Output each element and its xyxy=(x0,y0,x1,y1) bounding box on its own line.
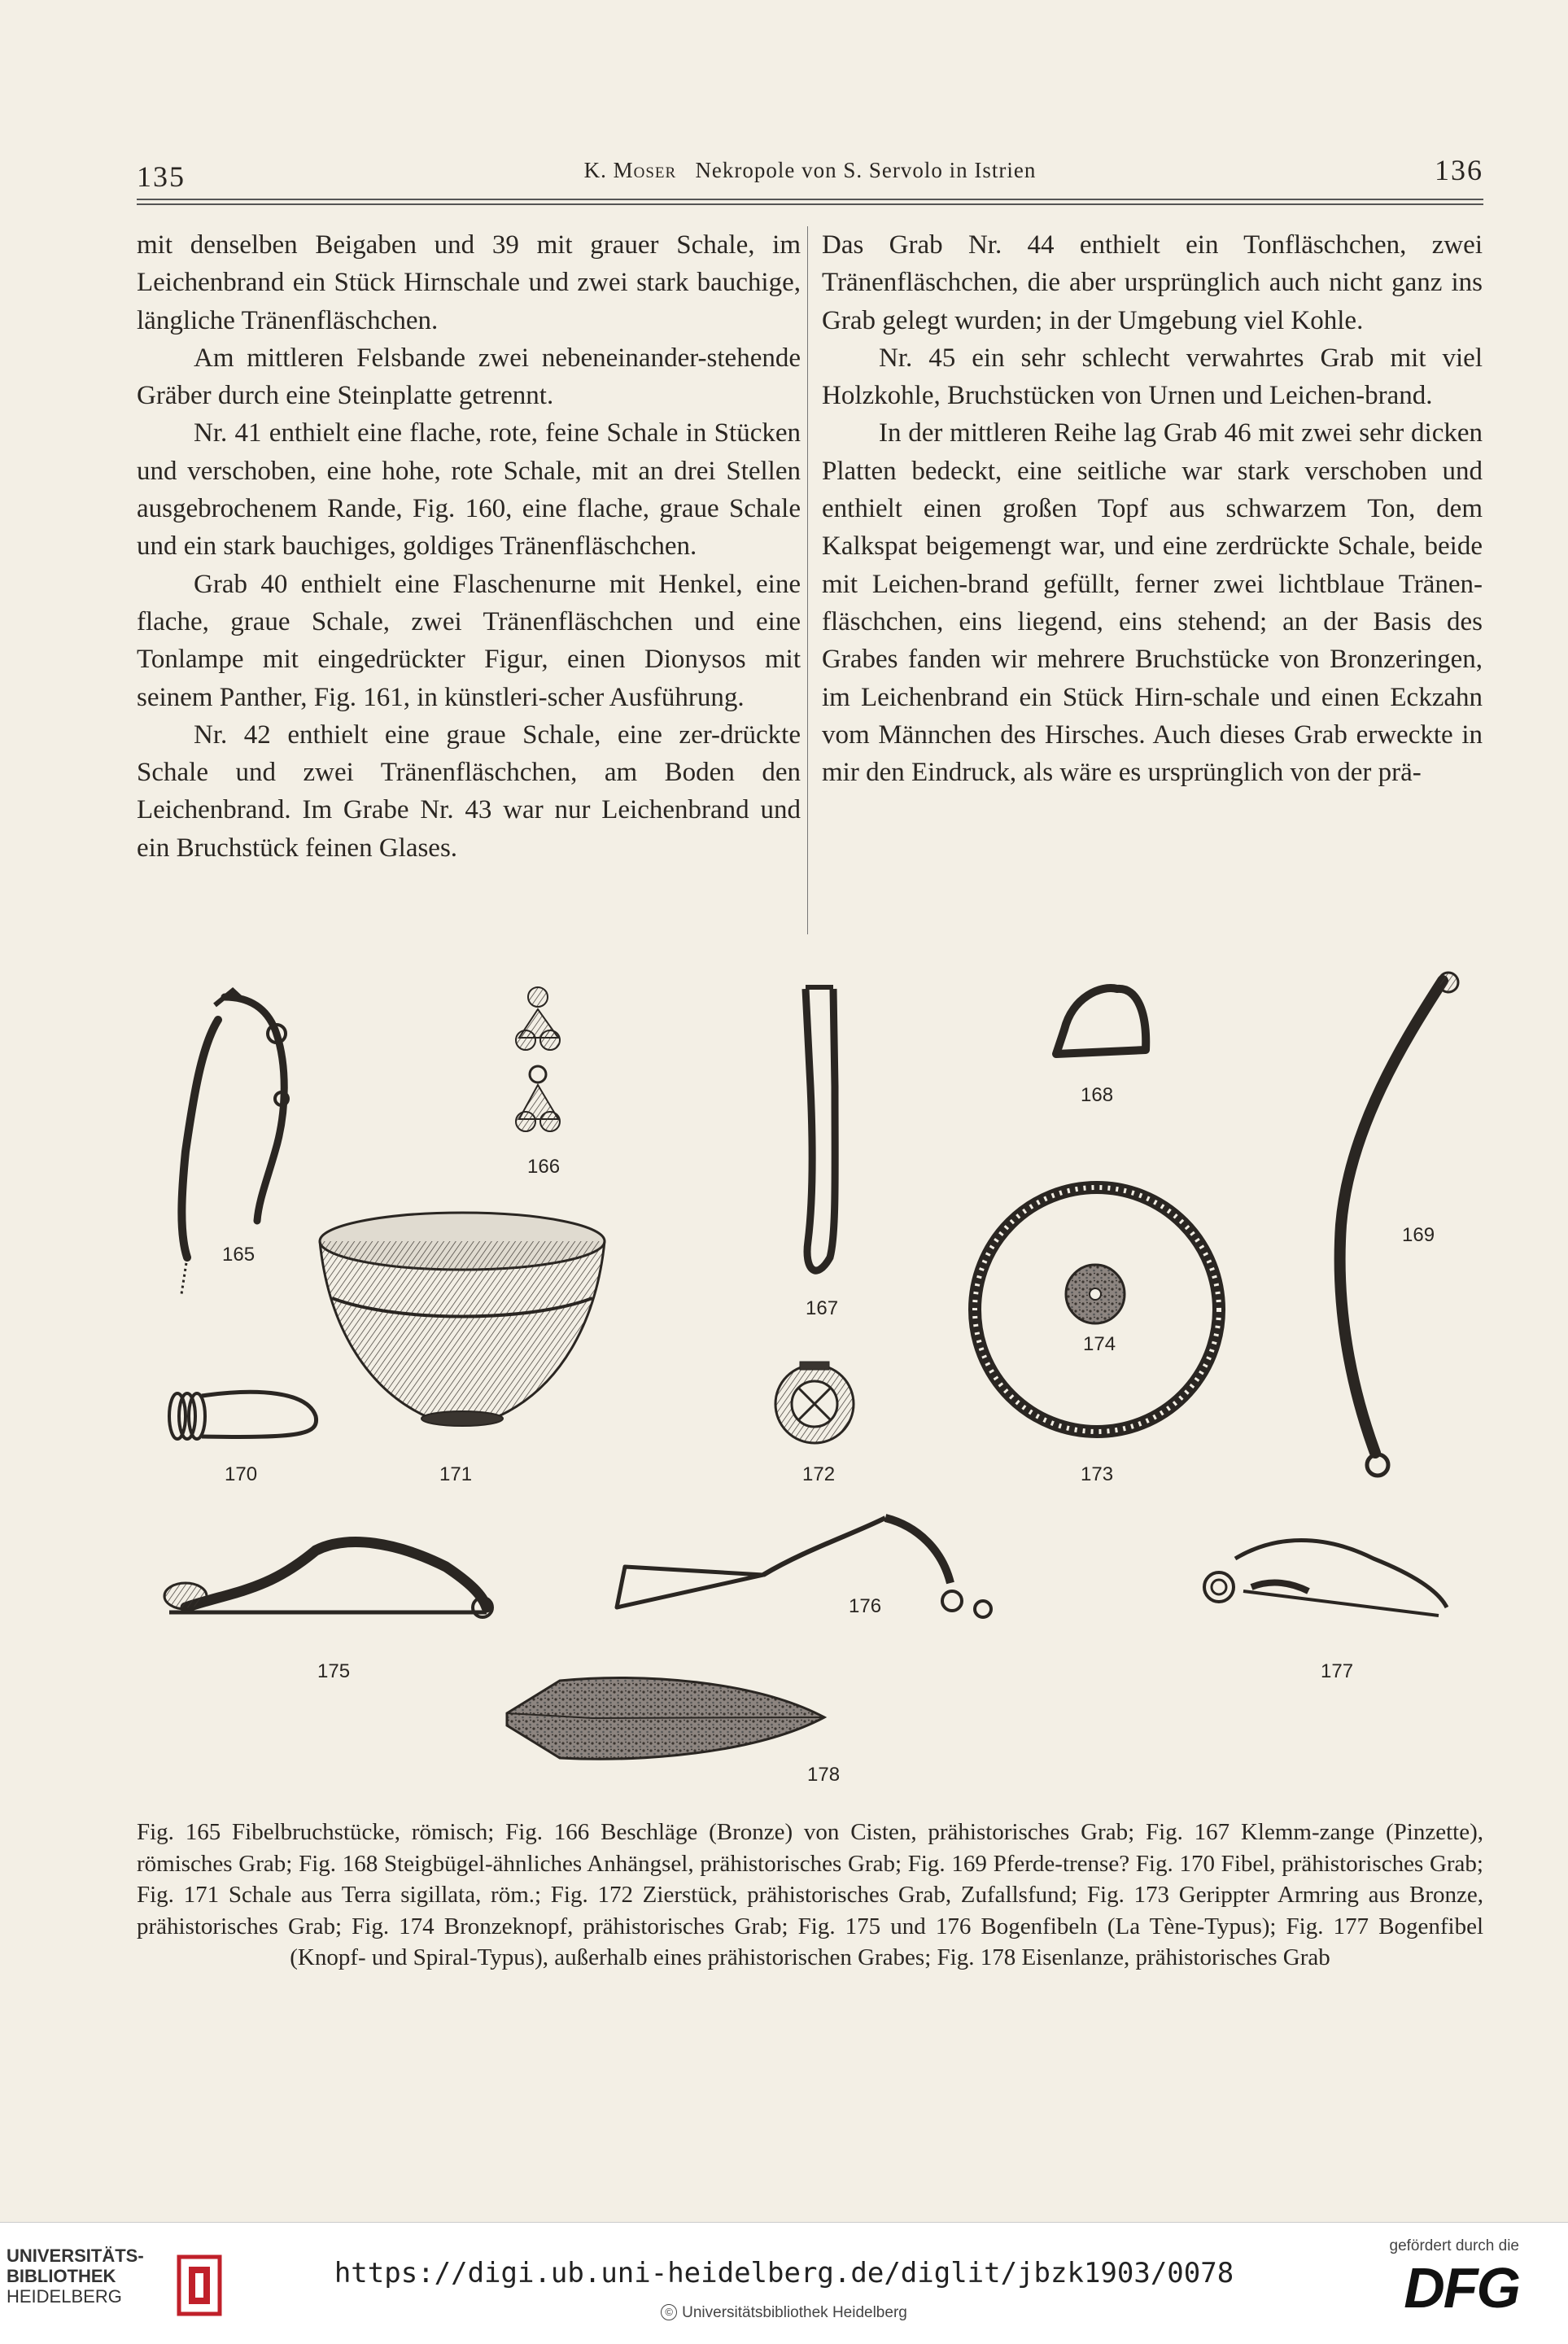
running-head-author: K. Moser xyxy=(583,158,677,182)
fig-175-number: 175 xyxy=(317,1660,351,1682)
fig-176-bow-fibula xyxy=(617,1518,991,1617)
fig-166-bronze-fittings xyxy=(516,987,560,1131)
fig-167-tweezers xyxy=(806,987,835,1270)
fig-173-number: 173 xyxy=(1081,1463,1114,1485)
paragraph: Das Grab Nr. 44 enthielt ein Tonfläschchen, zwei Tränenfläschchen, die aber ursprünglich auch nicht ganz ins Grab gelegt wurden; in der Umgebung viel Kohle. xyxy=(822,230,1483,335)
dfg-logo: DFG xyxy=(1404,2256,1519,2320)
library-name-line1: UNIVERSITÄTS- xyxy=(7,2246,144,2266)
fig-175-bow-fibula xyxy=(164,1542,492,1617)
fig-171-terra-sigillata-bowl xyxy=(320,1213,605,1426)
fig-178-number: 178 xyxy=(807,1764,841,1786)
paragraph: In der mittleren Reihe lag Grab 46 mit zwei sehr dicken Platten bedeckt, eine seitliche war stark verschoben und enthielt einen großen Topf aus schwarzem Ton, dem Kalkspat beigemengt war, und eine zerdrückte Schale, beide mit Leichen-brand gefüllt, ferner zwei lichtblaue Tränen-fläschchen, eins liegend, eins stehend; an der Basis des Grabes fanden wir mehrere Bruchstücke von Bronzeringen, im Leichenbrand ein Stück Hirn-schale und einen Eckzahn vom Männchen des Hirsches. Auch dieses Grab erweckte in mir den Eindruck, als wäre es ursprünglich von der prä- xyxy=(822,418,1483,788)
header-rule xyxy=(137,199,1483,200)
page-header xyxy=(137,153,1483,194)
fig-176-number: 176 xyxy=(849,1595,882,1617)
page-number-right: 136 xyxy=(1435,154,1483,186)
paragraph: Am mittleren Felsbande zwei nebeneinander-stehende Gräber durch eine Steinplatte getrennt. xyxy=(137,343,801,411)
copyright-text: Universitätsbibliothek Heidelberg xyxy=(682,2304,907,2321)
paragraph: Nr. 41 enthielt eine flache, rote, feine Schale in Stücken und verschoben, eine hohe, rote Schale, mit an drei Stellen ausgebrochenem Rande, Fig. 160, eine flache, graue Schale und ein stark bauchiges, goldiges Tränenfläschchen. xyxy=(137,418,801,562)
permalink-url[interactable]: https://digi.ub.uni-heidelberg.de/diglit/jbzk1903/0078 xyxy=(334,2257,1234,2289)
paragraph: Nr. 45 ein sehr schlecht verwahrtes Grab mit viel Holzkohle, Bruchstücken von Urnen und Leichen-brand. xyxy=(822,343,1483,411)
page-number-left: 135 xyxy=(137,160,186,193)
fig-171-number: 171 xyxy=(439,1463,473,1485)
running-head-title: Nekropole von S. Servolo in Istrien xyxy=(695,158,1037,182)
library-name-line2: BIBLIOTHEK xyxy=(7,2266,116,2286)
fig-170-number: 170 xyxy=(225,1463,258,1485)
sponsor-text: gefördert durch die xyxy=(1389,2237,1519,2254)
right-text-column xyxy=(822,226,1483,791)
library-name-line3: HEIDELBERG xyxy=(7,2286,122,2307)
figure-caption: Fig. 165 Fibelbruchstücke, römisch; Fig. 166 Beschläge (Bronze) von Cisten, prähistorisches Grab; Fig. 167 Klemm-zange (Pinzette), römisches Grab; Fig. 168 Steigbügel-ähnliches Anhängsel, prähistorisches Grab; Fig. 169 Pferde-trense? Fig. 170 Fibel, prähistorisches Grab; Fig. 171 Schale aus Terra sigillata, röm.; Fig. 172 Zierstück, prähistorisches Grab, Zufallsfund; Fig. 173 Gerippter Armring aus Bronze, prähistorisches Grab; Fig. 174 Bronzeknopf, prähistorisches Grab; Fig. 175 und 176 Bogenfibeln (La Tène-Typus); Fig. 177 Bogenfibel (Knopf- und Spiral-Typus), außerhalb eines prähistorischen Grabes; Fig. 178 Eisenlanze, prähistorisches Grab xyxy=(137,1819,1483,1971)
fig-170-fibula xyxy=(169,1392,317,1439)
copyright-notice xyxy=(0,2304,1568,2322)
fig-172-number: 172 xyxy=(802,1463,836,1485)
left-text-column xyxy=(137,226,801,867)
figure-plate-drawing xyxy=(137,964,1483,1799)
viewer-footer xyxy=(0,2222,1568,2344)
fig-168-stirrup-pendant xyxy=(1056,988,1146,1054)
paragraph: Grab 40 enthielt eine Flaschenurne mit Henkel, eine flache, graue Schale, zwei Tränenfläschchen und eine Tonlampe mit eingedrückter Figur, einen Dionysos mit seinem Panther, Fig. 161, in künstleri-scher Ausführung. xyxy=(137,569,801,712)
fig-167-number: 167 xyxy=(806,1297,839,1319)
fig-178-iron-lance xyxy=(507,1677,824,1759)
fig-177-bow-fibula-spiral xyxy=(1204,1541,1447,1616)
header-rule-second xyxy=(137,203,1483,205)
fig-177-number: 177 xyxy=(1321,1660,1354,1682)
copyright-icon: © xyxy=(661,2304,677,2320)
fig-174-bronze-knob xyxy=(1066,1265,1125,1323)
fig-169-number: 169 xyxy=(1402,1224,1435,1246)
fig-169-bit xyxy=(1340,973,1458,1476)
fig-166-number: 166 xyxy=(527,1156,561,1178)
paragraph: Nr. 42 enthielt eine graue Schale, eine zer-drückte Schale und zwei Tränenfläschchen, am Boden den Leichenbrand. Im Grabe Nr. 43 war nur Leichenbrand und ein Bruchstück feinen Glases. xyxy=(137,719,801,863)
running-head xyxy=(137,158,1483,183)
fig-174-number: 174 xyxy=(1083,1333,1116,1355)
paragraph: mit denselben Beigaben und 39 mit grauer Schale, im Leichenbrand ein Stück Hirnschale und zwei stark bauchige, längliche Tränenfläschchen. xyxy=(137,230,801,335)
fig-165-number: 165 xyxy=(222,1244,256,1266)
fig-168-number: 168 xyxy=(1081,1084,1114,1106)
sponsor-block[interactable] xyxy=(1356,2237,1519,2320)
column-separator xyxy=(807,226,808,934)
figure-plate xyxy=(137,964,1483,1799)
fig-172-ornament xyxy=(775,1362,854,1443)
